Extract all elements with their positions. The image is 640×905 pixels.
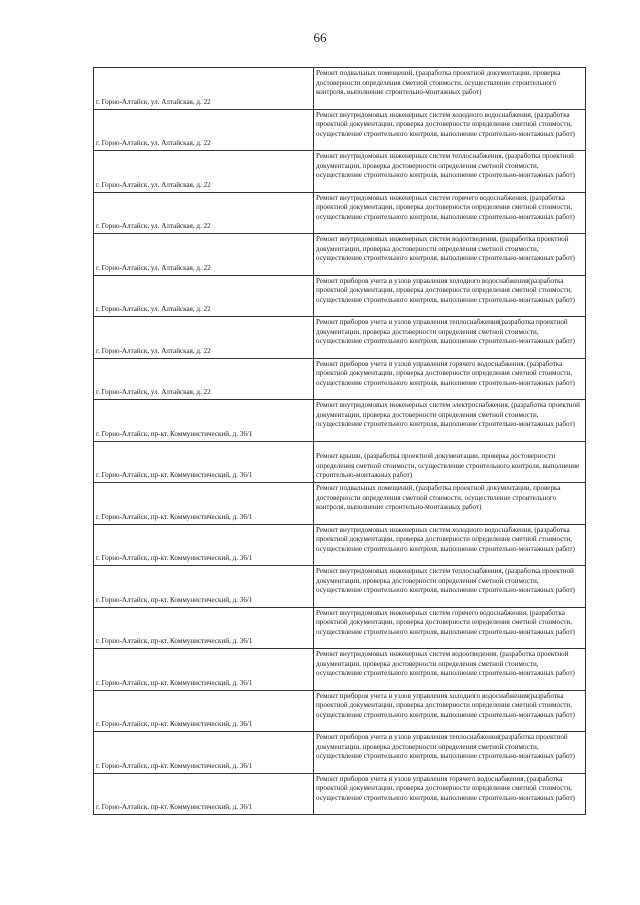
table-row: [94, 524, 586, 566]
work-cell: Ремонт приборов учета и узлов управления теплоснабжения(разработка проектной документации, проверка достоверности определения сметной стоимости, осуществление строительного контроля, выполнение строительно-монтажных работ): [314, 317, 586, 359]
work-cell: Ремонт внутридомовых инженерных систем теплоснабжения, (разработка проектной документации, проверка достоверности определения сметной стоимости, осуществление строительного контроля, выполнение строительно-монтажных работ): [314, 566, 586, 608]
address-cell: г. Горно-Алтайск, пр-кт. Коммунистический, д. 36/1: [94, 773, 314, 815]
work-cell: Ремонт внутридомовых инженерных систем холодного водоснабжения, (разработка проектной документации, проверка достоверности определения сметной стоимости, осуществление строительного контроля, выполнение строительно-монтажных работ): [314, 109, 586, 151]
page-number: 66: [313, 30, 327, 45]
work-cell: Ремонт подвальных помещений, (разработка проектной документации, проверка достоверности определения сметной стоимости, осуществление строительного контроля, выполнение строительно-монтажных работ): [314, 483, 586, 525]
address-cell: г. Горно-Алтайск, ул. Алтайская, д. 22: [94, 317, 314, 359]
table-row: [94, 192, 586, 234]
works-table: [93, 67, 586, 815]
work-cell: Ремонт внутридомовых инженерных систем горячего водоснабжения, (разработка проектной документации, проверка достоверности определения сметной стоимости, осуществление строительного контроля, выполнение строительно-монтажных работ): [314, 607, 586, 649]
work-cell: Ремонт внутридомовых инженерных систем холодного водоснабжения, (разработка проектной документации, проверка достоверности определения сметной стоимости, осуществление строительного контроля, выполнение строительно-монтажных работ): [314, 524, 586, 566]
work-cell: Ремонт внутридомовых инженерных систем водоотведения, (разработка проектной документации, проверка достоверности определения сметной стоимости, осуществление строительного контроля, выполнение строительно-монтажных работ): [314, 234, 586, 276]
address-cell: г. Горно-Алтайск, пр-кт. Коммунистический, д. 36/1: [94, 607, 314, 649]
work-cell: Ремонт подвальных помещений, (разработка проектной документации, проверка достоверности определения сметной стоимости, осуществление строительного контроля, выполнение строительно-монтажных работ): [314, 68, 586, 110]
address-cell: г. Горно-Алтайск, ул. Алтайская, д. 22: [94, 358, 314, 400]
table-row: [94, 649, 586, 691]
table-row: [94, 275, 586, 317]
table-row: [94, 441, 586, 483]
work-cell: Ремонт крыши, (разработка проектной документации, проверка достоверности определения сметной стоимости, осуществление строительного контроля, выполнение строительно-монтажных работ): [314, 441, 586, 483]
address-cell: г. Горно-Алтайск, ул. Алтайская, д. 22: [94, 109, 314, 151]
address-cell: г. Горно-Алтайск, пр-кт. Коммунистический, д. 36/1: [94, 483, 314, 525]
table-row: [94, 151, 586, 193]
table-row: [94, 690, 586, 732]
address-cell: г. Горно-Алтайск, пр-кт. Коммунистический, д. 36/1: [94, 732, 314, 774]
table-row: [94, 358, 586, 400]
work-cell: Ремонт приборов учета и узлов управления горячего водоснабжения, (разработка проектной документации, проверка достоверности определения сметной стоимости, осуществление строительного контроля, выполнение строительно-монтажных работ): [314, 358, 586, 400]
work-cell: Ремонт внутридомовых инженерных систем горячего водоснабжения, (разработка проектной документации, проверка достоверности определения сметной стоимости, осуществление строительного контроля, выполнение строительно-монтажных работ): [314, 192, 586, 234]
address-cell: г. Горно-Алтайск, ул. Алтайская, д. 22: [94, 275, 314, 317]
table-row: [94, 607, 586, 649]
table-row: [94, 732, 586, 774]
address-cell: г. Горно-Алтайск, ул. Алтайская, д. 22: [94, 68, 314, 110]
work-cell: Ремонт внутридомовых инженерных систем водоотведения, (разработка проектной документации, проверка достоверности определения сметной стоимости, осуществление строительного контроля, выполнение строительно-монтажных работ): [314, 649, 586, 691]
address-cell: г. Горно-Алтайск, пр-кт. Коммунистический, д. 36/1: [94, 524, 314, 566]
work-cell: Ремонт внутридомовых инженерных систем электроснабжения, (разработка проектной документации, проверка достоверности определения сметной стоимости, осуществление строительного контроля, выполнение строительно-монтажных работ): [314, 400, 586, 442]
work-cell: Ремонт внутридомовых инженерных систем теплоснабжения, (разработка проектной документации, проверка достоверности определения сметной стоимости, осуществление строительного контроля, выполнение строительно-монтажных работ): [314, 151, 586, 193]
work-cell: Ремонт приборов учета и узлов управления холодного водоснабжения(разработка проектной документации, проверка достоверности определения сметной стоимости, осуществление строительного контроля, выполнение строительно-монтажных работ): [314, 275, 586, 317]
table-row: [94, 68, 586, 110]
address-cell: г. Горно-Алтайск, пр-кт. Коммунистический, д. 36/1: [94, 566, 314, 608]
address-cell: г. Горно-Алтайск, ул. Алтайская, д. 22: [94, 234, 314, 276]
table-row: [94, 483, 586, 525]
table-row: [94, 234, 586, 276]
work-cell: Ремонт приборов учета и узлов управления горячего водоснабжения, (разработка проектной документации, проверка достоверности определения сметной стоимости, осуществление строительного контроля, выполнение строительно-монтажных работ): [314, 773, 586, 815]
address-cell: г. Горно-Алтайск, пр-кт. Коммунистический, д. 36/1: [94, 649, 314, 691]
table-row: [94, 109, 586, 151]
address-cell: г. Горно-Алтайск, пр-кт. Коммунистический, д. 36/1: [94, 441, 314, 483]
address-cell: г. Горно-Алтайск, пр-кт. Коммунистический, д. 36/1: [94, 690, 314, 732]
address-cell: г. Горно-Алтайск, ул. Алтайская, д. 22: [94, 192, 314, 234]
table-row: [94, 773, 586, 815]
work-cell: Ремонт приборов учета и узлов управления теплоснабжения(разработка проектной документации, проверка достоверности определения сметной стоимости, осуществление строительного контроля, выполнение строительно-монтажных работ): [314, 732, 586, 774]
work-cell: Ремонт приборов учета и узлов управления холодного водоснабжения(разработка проектной документации, проверка достоверности определения сметной стоимости, осуществление строительного контроля, выполнение строительно-монтажных работ): [314, 690, 586, 732]
address-cell: г. Горно-Алтайск, ул. Алтайская, д. 22: [94, 151, 314, 193]
table-row: [94, 317, 586, 359]
table-row: [94, 566, 586, 608]
address-cell: г. Горно-Алтайск, пр-кт. Коммунистический, д. 36/1: [94, 400, 314, 442]
table-row: [94, 400, 586, 442]
